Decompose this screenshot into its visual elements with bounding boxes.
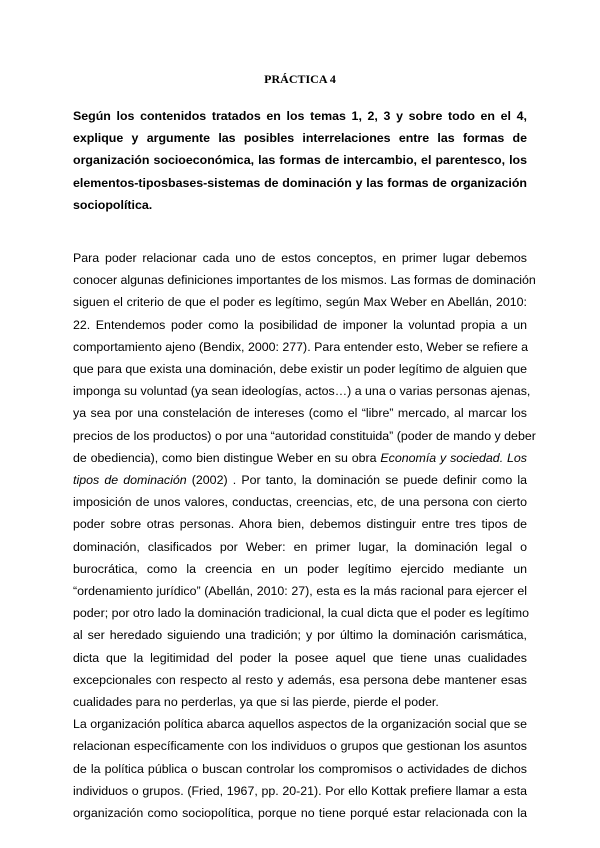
paragraph-line: 22. Entendemos poder como la posibilidad de imponer la voluntad propia a un	[73, 317, 527, 332]
paragraph-line: relacionan específicamente con los individuos o grupos que gestionan los asuntos	[73, 739, 527, 754]
paragraph-domination	[73, 247, 536, 713]
paragraph-line: ya sea por una constelación de intereses (como el “libre” mercado, al marcar los	[73, 406, 527, 421]
paragraph-line: organización como sociopolítica, porque no tiene porqué estar relacionada con la	[73, 806, 527, 821]
prompt-line: elementos-tiposbases-sistemas de dominación y las formas de organización	[73, 175, 527, 190]
page-title: PRÁCTICA 4	[264, 72, 336, 86]
prompt-line: Según los contenidos tratados en los temas 1, 2, 3 y sobre todo en el 4,	[73, 109, 527, 123]
paragraph-line: imposición de unos valores, conductas, creencias, etc, de una persona con cierto	[73, 495, 527, 510]
paragraph-line: burocrática, como la creencia en un poder legítimo ejercido mediante un	[73, 561, 527, 576]
paragraph-line-text: (2002) . Por tanto, la dominación se puede definir como la	[186, 473, 528, 488]
document-body	[73, 247, 536, 824]
paragraph-line: imponga su voluntad (ya sean ideologías, actos…) a una o varias personas ajenas,	[73, 384, 531, 399]
paragraph-line: La organización política abarca aquellos aspectos de la organización social que se	[73, 717, 527, 732]
paragraph-line: al ser heredado siguiendo una tradición; y por último la dominación carismática,	[73, 628, 527, 643]
paragraph-line: dominación, clasificados por Weber: en primer lugar, la dominación legal o	[73, 539, 527, 554]
paragraph-line: precios de los productos) o por una “autoridad constituida” (poder de mando y deber	[73, 428, 536, 443]
paragraph-line: poder; por otro lado la dominación tradicional, la cual dicta que el poder es legítimo	[73, 606, 529, 621]
document-page	[73, 70, 536, 824]
paragraph-line: Para poder relacionar cada uno de estos conceptos, en primer lugar debemos	[73, 251, 527, 266]
paragraph-line: comportamiento ajeno (Bendix, 2000: 277). Para entender esto, Weber se refiere a	[73, 339, 529, 354]
paragraph-line	[73, 447, 527, 469]
assignment-prompt	[73, 105, 527, 216]
paragraph-line: dicta que la legitimidad del poder la posee aquel que tiene unas cualidades	[73, 650, 527, 665]
paragraph-line: de la política pública o buscan controlar los compromisos o actividades de dichos	[73, 761, 527, 776]
paragraph-line: individuos o grupos. (Fried, 1967, pp. 20-21). Por ello Kottak prefiere llamar a esta	[73, 783, 527, 798]
paragraph-line: poder sobre otras personas. Ahora bien, debemos distinguir entre tres tipos de	[73, 517, 527, 532]
paragraph-line: conocer algunas definiciones importantes de los mismos. Las formas de dominación	[73, 273, 536, 288]
paragraph-line	[73, 469, 527, 491]
paragraph-line: siguen el criterio de que el poder es legítimo, según Max Weber en Abellán, 2010:	[73, 295, 527, 310]
paragraph-line: que para que exista una dominación, debe existir un poder legítimo de alguien que	[73, 362, 527, 377]
book-title: Economía y sociedad. Los	[380, 450, 527, 465]
paragraph-political-organization	[73, 713, 527, 824]
prompt-line: sociopolítica.	[73, 197, 153, 212]
paragraph-line: “ordenamiento jurídico” (Abellán, 2010: 27), esta es la más racional para ejercer el	[73, 584, 527, 599]
prompt-line: organización socioeconómica, las formas de intercambio, el parentesco, los	[73, 153, 527, 168]
paragraph-line: cualidades para no perderlas, ya que si las pierde, pierde el poder.	[73, 695, 439, 710]
book-title: tipos de dominación	[73, 473, 187, 488]
paragraph-line: excepcionales con respecto al resto y además, esa persona debe mantener esas	[73, 672, 527, 687]
prompt-line: explique y argumente las posibles interrelaciones entre las formas de	[73, 131, 527, 146]
paragraph-line-text: de obediencia), como bien distingue Weber en su obra	[73, 450, 381, 465]
